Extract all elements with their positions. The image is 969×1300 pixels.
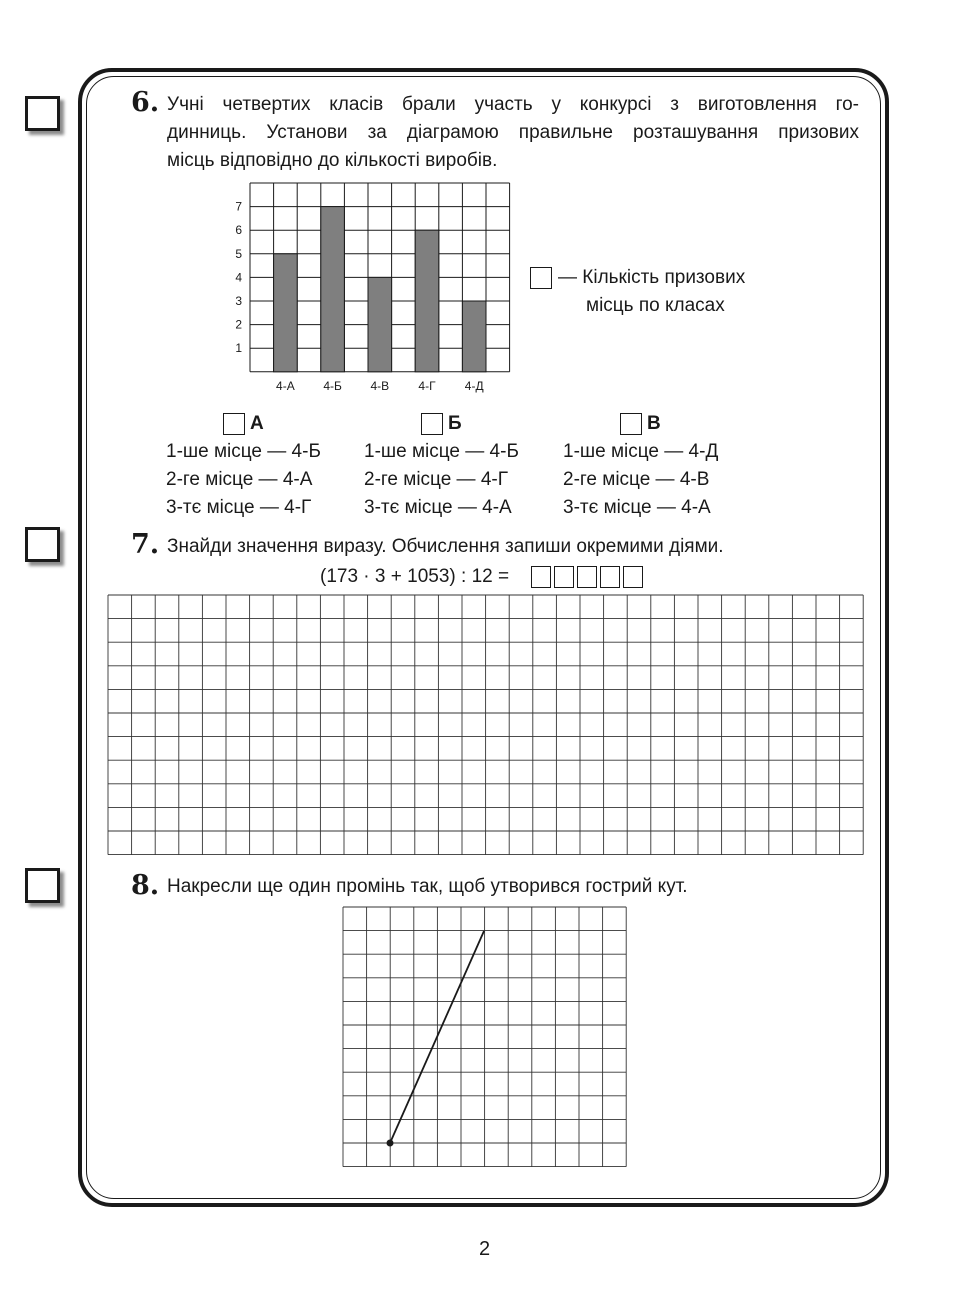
task6-text-line2: динниць. Установи за діаграмою правильне розташування призових [167, 122, 859, 143]
y-tick-label: 2 [235, 317, 242, 332]
option-v-line3: 3-тє місце — 4-А [563, 497, 711, 518]
option-v-line1: 1-ше місце — 4-Д [563, 441, 719, 462]
task7-expression: (173 · 3 + 1053) : 12 = [320, 566, 510, 587]
task8-text: Накресли ще один промінь так, щоб утворився гострий кут. [167, 876, 688, 897]
option-b-line1: 1-ше місце — 4-Б [364, 441, 519, 462]
option-a-line1: 1-ше місце — 4-Б [166, 441, 321, 462]
answer-digit-box[interactable] [623, 566, 643, 588]
answer-digit-box[interactable] [554, 566, 574, 588]
task6-text-line1: Учні четвертих класів брали участь у конкурсі з виготовлення го- [167, 94, 859, 115]
y-tick-label: 7 [235, 199, 242, 214]
chart-bar [415, 230, 439, 372]
option-a-label: А [250, 413, 264, 434]
task7-number: 7. [131, 529, 160, 560]
legend-text-line1: — Кількість призових [558, 267, 746, 288]
drawing-grid[interactable] [343, 907, 627, 1169]
x-tick-label: 4-В [370, 378, 390, 393]
option-v-line2: 2-ге місце — 4-В [563, 469, 710, 490]
task7-text: Знайди значення виразу. Обчислення запиши окремими діями. [167, 536, 724, 557]
task6-text-line3: місць відповідно до кількості виробів. [167, 150, 498, 171]
chart-bar [321, 207, 345, 372]
y-tick-label: 1 [235, 341, 242, 356]
y-tick-label: 6 [235, 223, 242, 238]
y-tick-label: 4 [235, 270, 242, 285]
option-v-checkbox[interactable] [620, 413, 642, 435]
option-a-line2: 2-ге місце — 4-А [166, 469, 313, 490]
legend-text-line2: місць по класах [586, 295, 725, 316]
option-b-checkbox[interactable] [421, 413, 443, 435]
option-a-line3: 3-тє місце — 4-Г [166, 497, 312, 518]
y-tick-label: 5 [235, 246, 242, 261]
chart-bar [274, 254, 298, 372]
x-tick-label: 4-Д [464, 378, 484, 393]
task8-number: 8. [131, 870, 160, 901]
option-b-line3: 3-тє місце — 4-А [364, 497, 512, 518]
calculation-grid[interactable] [108, 595, 866, 857]
y-tick-label: 3 [235, 294, 242, 308]
legend-swatch [530, 267, 552, 289]
option-a-checkbox[interactable] [223, 413, 245, 435]
page-number: 2 [478, 1238, 491, 1260]
x-tick-label: 4-Б [323, 378, 342, 393]
task6-number: 6. [131, 87, 160, 118]
grid-lines [108, 595, 863, 855]
grid-lines [343, 907, 626, 1167]
answer-digit-box[interactable] [531, 566, 551, 588]
answer-digit-box[interactable] [577, 566, 597, 588]
chart-bar [368, 277, 392, 371]
option-b-label: Б [448, 413, 462, 434]
x-tick-label: 4-Г [418, 378, 436, 393]
ray-vertex-point [387, 1140, 394, 1147]
answer-digit-box[interactable] [600, 566, 620, 588]
option-v-label: В [647, 413, 661, 434]
x-tick-label: 4-А [276, 378, 295, 393]
option-b-line2: 2-ге місце — 4-Г [364, 469, 509, 490]
chart-bar [462, 301, 486, 372]
